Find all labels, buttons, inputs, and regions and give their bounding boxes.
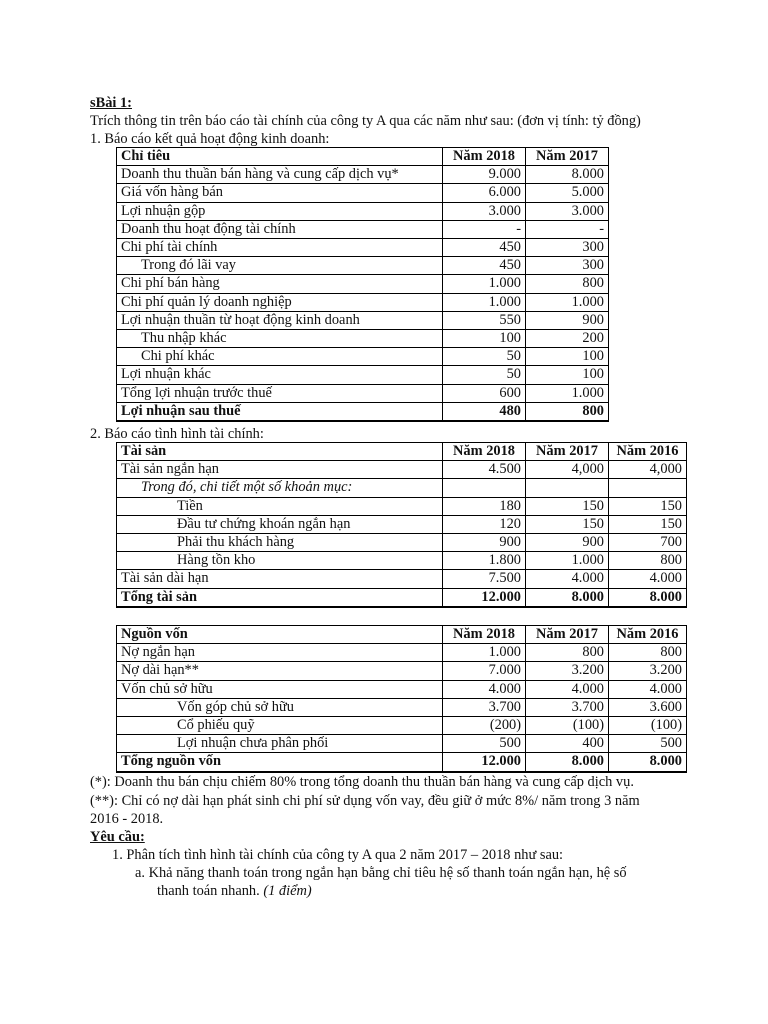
value-cell: 8.000: [526, 753, 609, 772]
value-cell: 800: [609, 552, 687, 570]
table-total-row: [117, 588, 687, 607]
value-cell: 200: [526, 330, 609, 348]
value-cell: 500: [443, 735, 526, 753]
value-cell: 4,000: [526, 461, 609, 479]
header-cell: Năm 2017: [526, 626, 609, 644]
row-label: Trong đó lãi vay: [117, 257, 443, 275]
exercise-title: sBài 1:: [90, 95, 132, 111]
value-cell: 450: [443, 257, 526, 275]
header-cell: Năm 2016: [609, 626, 687, 644]
value-cell: 100: [526, 348, 609, 366]
section-income-heading: 1. Báo cáo kết quả hoạt động kinh doanh:: [90, 131, 330, 147]
value-cell: 300: [526, 239, 609, 257]
header-cell: Năm 2016: [609, 443, 687, 461]
value-cell: 4.000: [526, 570, 609, 588]
row-label: Tiền: [117, 497, 443, 515]
value-cell: 50: [443, 366, 526, 384]
value-cell: 1.000: [526, 384, 609, 402]
row-label: Chi phí tài chính: [117, 239, 443, 257]
row-label: Doanh thu thuần bán hàng và cung cấp dịch vụ*: [117, 166, 443, 184]
row-label: Tổng lợi nhuận trước thuế: [117, 384, 443, 402]
header-cell: Năm 2017: [526, 148, 609, 166]
header-cell: Chỉ tiêu: [117, 148, 443, 166]
row-label: Tổng nguồn vốn: [117, 753, 443, 772]
value-cell: 4.000: [609, 570, 687, 588]
table-row: [117, 534, 687, 552]
row-label: Chi phí bán hàng: [117, 275, 443, 293]
value-cell: 800: [526, 275, 609, 293]
value-cell: 800: [526, 402, 609, 421]
value-cell: 5.000: [526, 184, 609, 202]
row-label: Thu nhập khác: [117, 330, 443, 348]
value-cell: 900: [443, 534, 526, 552]
table-row: [117, 662, 687, 680]
value-cell: 150: [526, 497, 609, 515]
row-label: Doanh thu hoạt động tài chính: [117, 220, 443, 238]
table-row: [117, 184, 609, 202]
row-label: Chi phí quản lý doanh nghiệp: [117, 293, 443, 311]
table-row: [117, 497, 687, 515]
value-cell: 1.000: [443, 644, 526, 662]
table-row: [117, 257, 609, 275]
value-cell: 12.000: [443, 588, 526, 607]
requirement-1a-text: thanh toán nhanh.: [157, 883, 260, 899]
table-row: [117, 461, 687, 479]
value-cell: 3.600: [609, 698, 687, 716]
value-cell: 8.000: [609, 588, 687, 607]
row-label: Nợ dài hạn**: [117, 662, 443, 680]
row-label: Lợi nhuận thuần từ hoạt động kinh doanh: [117, 311, 443, 329]
value-cell: 7.000: [443, 662, 526, 680]
value-cell: (100): [609, 717, 687, 735]
value-cell: 3.000: [443, 202, 526, 220]
table-row: [117, 515, 687, 533]
value-cell: 4.000: [443, 680, 526, 698]
value-cell: 4.000: [526, 680, 609, 698]
table-row: [117, 717, 687, 735]
row-label: Trong đó, chi tiết một số khoản mục:: [117, 479, 443, 497]
value-cell: 8.000: [526, 166, 609, 184]
table-row: [117, 552, 687, 570]
table-row: [117, 698, 687, 716]
row-label: Lợi nhuận sau thuế: [117, 402, 443, 421]
table-header-row: [117, 148, 609, 166]
value-cell: [443, 479, 526, 497]
value-cell: 150: [609, 515, 687, 533]
value-cell: 1.800: [443, 552, 526, 570]
table-row: [117, 202, 609, 220]
row-label: Lợi nhuận gộp: [117, 202, 443, 220]
footnote-2: (**): Chỉ có nợ dài hạn phát sinh chi phí sử dụng vốn vay, đều giữ ở mức 8%/ năm trong 3 năm: [90, 793, 640, 809]
header-cell: Nguồn vốn: [117, 626, 443, 644]
row-label: Vốn góp chủ sở hữu: [117, 698, 443, 716]
table-row: [117, 275, 609, 293]
requirement-1: 1. Phân tích tình hình tài chính của công ty A qua 2 năm 2017 – 2018 như sau:: [112, 847, 564, 863]
value-cell: 600: [443, 384, 526, 402]
value-cell: 450: [443, 239, 526, 257]
table-header-row: [117, 626, 687, 644]
value-cell: [609, 479, 687, 497]
table-total-row: [117, 753, 687, 772]
value-cell: 50: [443, 348, 526, 366]
value-cell: 7.500: [443, 570, 526, 588]
row-label: Tài sản dài hạn: [117, 570, 443, 588]
value-cell: 500: [609, 735, 687, 753]
table-row: [117, 479, 687, 497]
table-header-row: [117, 443, 687, 461]
table-row: [117, 293, 609, 311]
intro-text: Trích thông tin trên báo cáo tài chính của công ty A qua các năm như sau: (đơn vị tính: tỷ đồng): [90, 113, 641, 129]
value-cell: [526, 479, 609, 497]
value-cell: 700: [609, 534, 687, 552]
row-label: Vốn chủ sở hữu: [117, 680, 443, 698]
row-label: Đầu tư chứng khoán ngắn hạn: [117, 515, 443, 533]
table-row: [117, 239, 609, 257]
footnote-2-continued: 2016 - 2018.: [90, 811, 164, 827]
income-statement-table: [116, 147, 609, 422]
header-cell: Năm 2018: [443, 443, 526, 461]
table-row: [117, 348, 609, 366]
requirement-1a-score: (1 điểm): [263, 883, 312, 899]
assets-table: [116, 442, 687, 608]
value-cell: 3.200: [609, 662, 687, 680]
value-cell: 3.000: [526, 202, 609, 220]
value-cell: 12.000: [443, 753, 526, 772]
value-cell: 100: [526, 366, 609, 384]
value-cell: 4.000: [609, 680, 687, 698]
header-cell: Tài sản: [117, 443, 443, 461]
table-row: [117, 644, 687, 662]
value-cell: 6.000: [443, 184, 526, 202]
row-label: Tổng tài sản: [117, 588, 443, 607]
value-cell: 1.000: [443, 275, 526, 293]
row-label: Lợi nhuận chưa phân phối: [117, 735, 443, 753]
value-cell: 180: [443, 497, 526, 515]
value-cell: 800: [609, 644, 687, 662]
value-cell: 100: [443, 330, 526, 348]
header-cell: Năm 2018: [443, 626, 526, 644]
value-cell: 300: [526, 257, 609, 275]
value-cell: 480: [443, 402, 526, 421]
row-label: Chi phí khác: [117, 348, 443, 366]
value-cell: 800: [526, 644, 609, 662]
value-cell: 3.700: [526, 698, 609, 716]
row-label: Phải thu khách hàng: [117, 534, 443, 552]
table-row: [117, 570, 687, 588]
table-row: [117, 311, 609, 329]
value-cell: -: [443, 220, 526, 238]
value-cell: 9.000: [443, 166, 526, 184]
value-cell: 550: [443, 311, 526, 329]
header-cell: Năm 2018: [443, 148, 526, 166]
capital-table: [116, 625, 687, 773]
value-cell: -: [526, 220, 609, 238]
footnote-1: (*): Doanh thu bán chịu chiếm 80% trong tổng doanh thu thuần bán hàng và cung cấp dịch vụ.: [90, 774, 634, 790]
value-cell: 3.200: [526, 662, 609, 680]
table-row: [117, 220, 609, 238]
value-cell: 1.000: [526, 552, 609, 570]
table-row: [117, 384, 609, 402]
row-label: Nợ ngắn hạn: [117, 644, 443, 662]
table-row: [117, 330, 609, 348]
value-cell: 900: [526, 534, 609, 552]
row-label: Tài sản ngắn hạn: [117, 461, 443, 479]
value-cell: 8.000: [609, 753, 687, 772]
value-cell: 1.000: [443, 293, 526, 311]
value-cell: (200): [443, 717, 526, 735]
value-cell: 150: [609, 497, 687, 515]
section-balance-heading: 2. Báo cáo tình hình tài chính:: [90, 426, 264, 442]
value-cell: 8.000: [526, 588, 609, 607]
value-cell: 400: [526, 735, 609, 753]
value-cell: 150: [526, 515, 609, 533]
value-cell: 120: [443, 515, 526, 533]
value-cell: 3.700: [443, 698, 526, 716]
row-label: Giá vốn hàng bán: [117, 184, 443, 202]
requirement-1a-continued: [157, 882, 312, 900]
table-row: [117, 166, 609, 184]
value-cell: (100): [526, 717, 609, 735]
table-row: [117, 366, 609, 384]
value-cell: 900: [526, 311, 609, 329]
requirement-1a: a. Khả năng thanh toán trong ngắn hạn bằng chỉ tiêu hệ số thanh toán ngắn hạn, hệ số: [135, 865, 627, 881]
requirements-heading: Yêu cầu:: [90, 829, 145, 845]
row-label: Cổ phiếu quỹ: [117, 717, 443, 735]
row-label: Lợi nhuận khác: [117, 366, 443, 384]
value-cell: 1.000: [526, 293, 609, 311]
value-cell: 4,000: [609, 461, 687, 479]
table-total-row: [117, 402, 609, 421]
header-cell: Năm 2017: [526, 443, 609, 461]
table-row: [117, 735, 687, 753]
value-cell: 4.500: [443, 461, 526, 479]
row-label: Hàng tồn kho: [117, 552, 443, 570]
table-row: [117, 680, 687, 698]
